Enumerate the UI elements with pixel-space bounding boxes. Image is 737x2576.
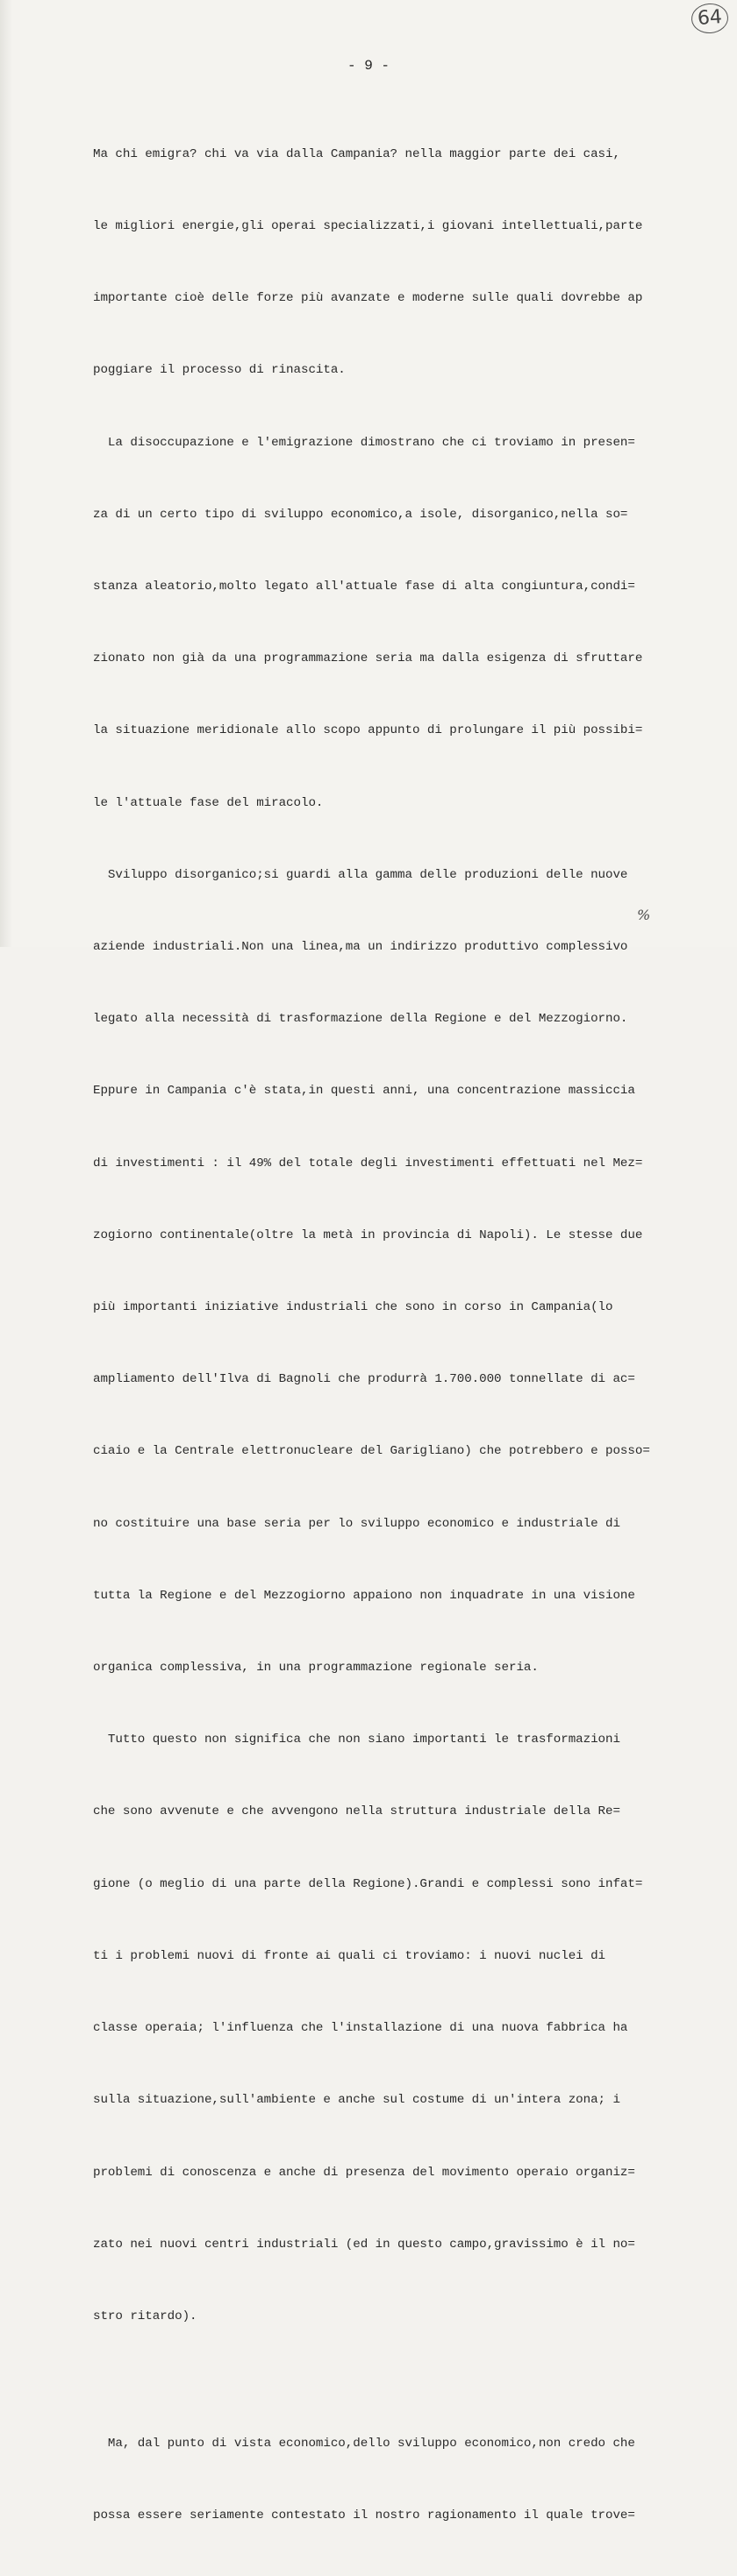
text-line: zionato non già da una programmazione seria ma dalla esigenza di sfruttare: [93, 651, 643, 666]
text-line: zato nei nuovi centri industriali (ed in questo campo,gravissimo è il no=: [93, 2237, 635, 2252]
text-line: gione (o meglio di una parte della Regione).Grandi e complessi sono infat=: [93, 1876, 643, 1891]
text-line: le l'attuale fase del miracolo.: [93, 795, 324, 810]
text-line: no costituire una base seria per lo sviluppo economico e industriale di: [93, 1516, 620, 1531]
text-line: tutta la Regione e del Mezzogiorno appaiono non inquadrate in una visione: [93, 1588, 635, 1603]
text-line: za di un certo tipo di sviluppo economico,a isole, disorganico,nella so=: [93, 507, 628, 522]
text-line: Sviluppo disorganico;si guardi alla gamma delle produzioni delle nuove: [93, 867, 628, 882]
text-line: più importanti iniziative industriali che sono in corso in Campania(lo: [93, 1300, 613, 1315]
text-line: ti i problemi nuovi di fronte ai quali ci troviamo: i nuovi nuclei di: [93, 1948, 606, 1963]
text-line: zogiorno continentale(oltre la metà in provincia di Napoli). Le stesse due: [93, 1228, 643, 1242]
paragraph-gap: [93, 2377, 707, 2384]
text-line: legato alla necessità di trasformazione della Regione e del Mezzogiorno.: [93, 1012, 628, 1027]
text-line: Ma, dal punto di vista economico,dello sviluppo economico,non credo che: [93, 2436, 635, 2451]
text-line: di investimenti : il 49% del totale degli investimenti effettuati nel Mez=: [93, 1156, 643, 1171]
text-line: sulla situazione,sull'ambiente e anche sul costume di un'intera zona; i: [93, 2093, 620, 2108]
text-line: ampliamento dell'Ilva di Bagnoli che produrrà 1.700.000 tonnellate di ac=: [93, 1372, 635, 1387]
text-line: Eppure in Campania c'è stata,in questi anni, una concentrazione massiccia: [93, 1084, 635, 1099]
text-line: stanza aleatorio,molto legato all'attuale fase di alta congiuntura,condi=: [93, 580, 635, 594]
text-line: le migliori energie,gli operai specializzati,i giovani intellettuali,parte: [93, 219, 643, 234]
folio-number: 64: [690, 3, 729, 35]
text-line: La disoccupazione e l'emigrazione dimostrano che ci troviamo in presen=: [93, 435, 635, 450]
text-line: Ma chi emigra? chi va via dalla Campania? nella maggior parte dei casi,: [93, 146, 620, 161]
text-line: poggiare il processo di rinascita.: [93, 363, 346, 378]
text-line: Tutto questo non significa che non siano importanti le trasformazioni: [93, 1733, 620, 1747]
text-line: importante cioè delle forze più avanzate e moderne sulle quali dovrebbe ap: [93, 291, 643, 306]
text-line: classe operaia; l'influenza che l'installazione di una nuova fabbrica ha: [93, 2021, 628, 2036]
body-text: [93, 95, 707, 2576]
text-line: organica complessiva, in una programmazione regionale seria.: [93, 1661, 539, 1676]
text-line: possa essere seriamente contestato il nostro ragionamento il quale trove=: [93, 2508, 635, 2523]
page-number: - 9 -: [347, 58, 390, 74]
footer-mark: %: [637, 907, 651, 923]
text-line: ciaio e la Centrale elettronucleare del Garigliano) che potrebbero e posso=: [93, 1444, 650, 1459]
text-line: la situazione meridionale allo scopo appunto di prolungare il più possibi=: [93, 723, 643, 738]
text-line: problemi di conoscenza e anche di presenza del movimento operaio organiz=: [93, 2165, 635, 2180]
text-line: che sono avvenute e che avvengono nella struttura industriale della Re=: [93, 1804, 620, 1819]
text-line: stro ritardo).: [93, 2309, 197, 2323]
text-line: aziende industriali.Non una linea,ma un indirizzo produttivo complessivo: [93, 940, 628, 955]
